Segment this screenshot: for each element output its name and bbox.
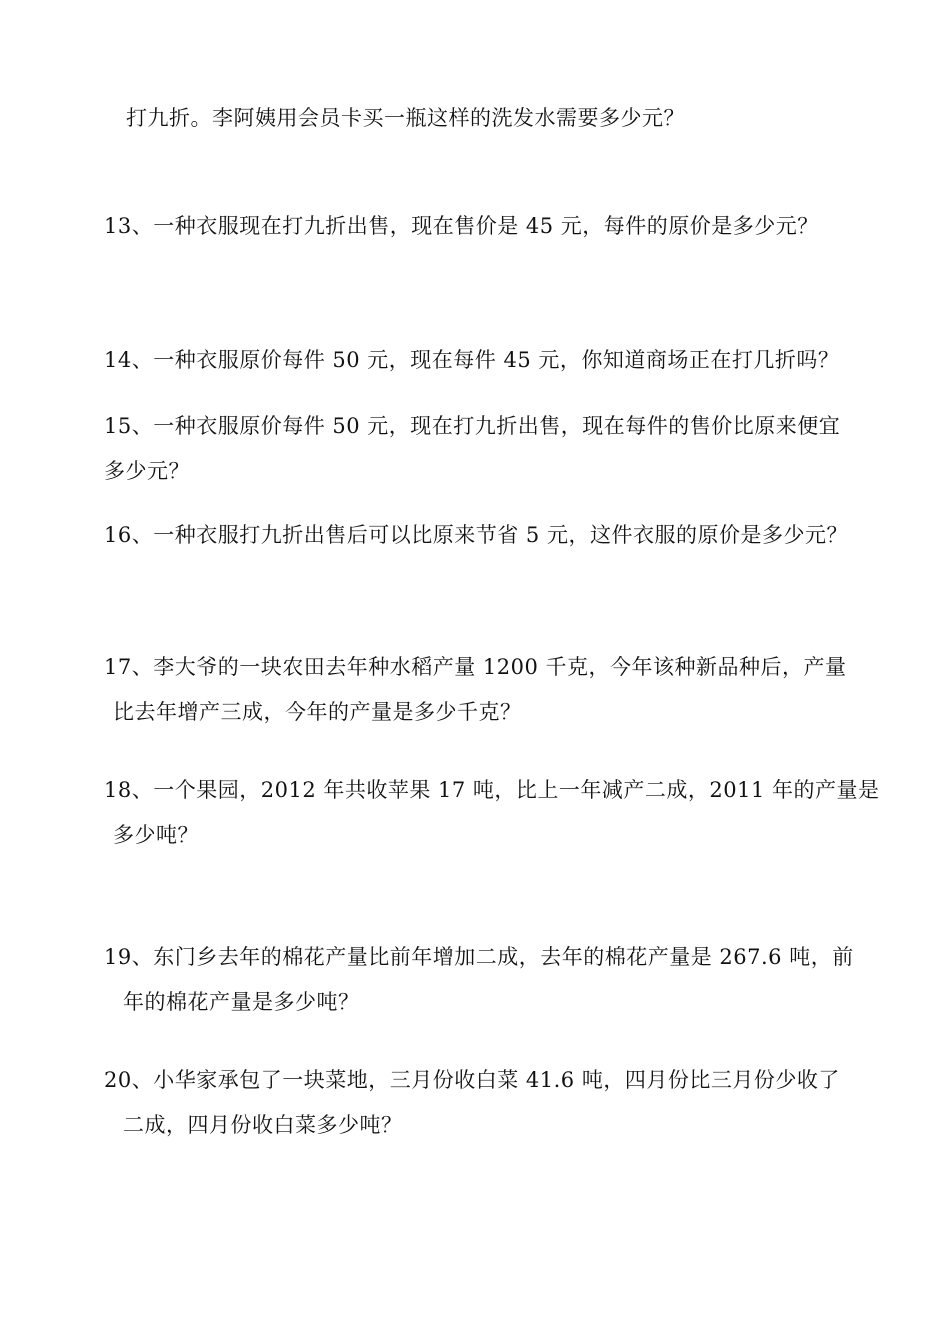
problem-16 (104, 521, 848, 549)
problem-text: 小华家承包了一块菜地，三月份收白菜 41.6 吨，四月份比三月份少收了 (153, 1068, 840, 1092)
problem-15-cont: 多少元？ (104, 459, 190, 483)
problem-number: 17、 (104, 655, 154, 679)
problem-text: 东门乡去年的棉花产量比前年增加二成，去年的棉花产量是 267.6 吨，前 (153, 945, 854, 969)
problem-18-cont: 多少吨？ (113, 823, 199, 847)
problem-number: 18、 (104, 778, 154, 802)
problem-number: 20、 (104, 1068, 154, 1092)
problem-text: 一种衣服原价每件 50 元，现在打九折出售，现在每件的售价比原来便宜 (153, 414, 841, 438)
problem-number: 15、 (104, 414, 154, 438)
problem-number: 16、 (104, 523, 154, 547)
problem-15 (104, 412, 840, 440)
problem-number: 13、 (104, 214, 154, 238)
problem-20 (104, 1066, 840, 1094)
problem-text: 一种衣服打九折出售后可以比原来节省 5 元，这件衣服的原价是多少元？ (153, 523, 848, 547)
problem-18 (104, 776, 880, 804)
problem-number: 14、 (104, 348, 154, 372)
problem-text: 一种衣服现在打九折出售，现在售价是 45 元，每件的原价是多少元？ (153, 214, 819, 238)
problem-20-cont: 二成，四月份收白菜多少吨？ (123, 1113, 403, 1137)
problem-13 (104, 212, 819, 240)
problem-text: 李大爷的一块农田去年种水稻产量 1200 千克，今年该种新品种后，产量 (153, 655, 847, 679)
problem-14 (104, 346, 839, 374)
problem-19 (104, 943, 854, 971)
continuation-line: 打九折。李阿姨用会员卡买一瓶这样的洗发水需要多少元？ (126, 106, 685, 130)
problem-number: 19、 (104, 945, 154, 969)
problem-19-cont: 年的棉花产量是多少吨？ (123, 990, 360, 1014)
problem-17 (104, 653, 847, 681)
problem-text: 一种衣服原价每件 50 元，现在每件 45 元，你知道商场正在打几折吗？ (153, 348, 840, 372)
problem-text: 一个果园，2012 年共收苹果 17 吨，比上一年减产二成，2011 年的产量是 (153, 778, 880, 802)
problem-17-cont: 比去年增产三成，今年的产量是多少千克？ (113, 700, 522, 724)
